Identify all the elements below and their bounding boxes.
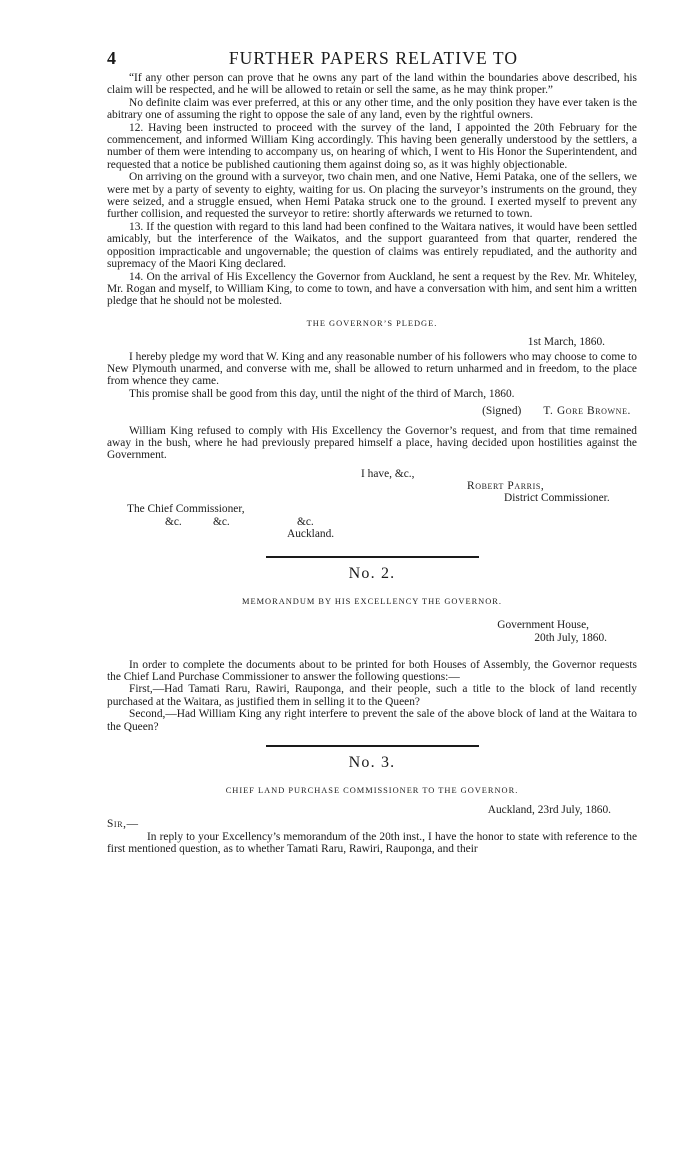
- paragraph-refused: William King refused to comply with His Excellency the Governor’s request, and from that time remained away in the bush, where he had previously prepared himself a place, having decided upon hostilities against the Government.: [107, 424, 637, 462]
- closing-salutation: I have, &c.,: [361, 467, 415, 480]
- doc2-paragraph-intro: In order to complete the documents about to be printed for both Houses of Assembly, the Governor requests the Chief Land Purchase Commissioner to answer the following questions:—: [107, 658, 637, 683]
- doc2-number: No. 2.: [348, 564, 396, 582]
- paragraph-13: 13. If the question with regard to this land had been confined to the Waitara natives, it would have been settled amicably, but the interference of the Waikatos, and the support guaranteed from that quarter, rendered the opposition impracticable and ungovernable; the question of claims was entirely repudiated, and the authority and supremacy of the Maori King declared.: [107, 220, 637, 271]
- pledge-paragraph: I hereby pledge my word that W. King and any reasonable number of his followers who may choose to come to New Plymouth unarmed, and converse with me, shall be allowed to return unharmed and in freedom, to the place from whence they came.: [107, 350, 637, 388]
- running-title: FURTHER PAPERS RELATIVE TO: [228, 48, 519, 68]
- signed-label: (Signed): [482, 405, 522, 418]
- addressee-etc-2: &c.: [213, 515, 230, 528]
- doc2-date: 20th July, 1860.: [534, 631, 607, 644]
- doc3-number: No. 3.: [348, 754, 396, 772]
- paragraph-12: 12. Having been instructed to proceed with the survey of the land, I appointed the 20th February for the commencement, and informed William King accordingly. This having been generally understood by the settlers, a number of them were intending to accompany us, on hearing of which, I went to His Honor the Superintendent, and requested that a notice be published cautioning them against doing so, as it was highly objectionable.: [107, 121, 637, 171]
- author-name: Robert Parris,: [467, 479, 545, 492]
- doc3-salutation: Sir,—: [107, 818, 139, 831]
- section-divider-2: [266, 745, 479, 747]
- addressee-etc-3: &c.: [297, 515, 314, 528]
- document-body: [107, 72, 637, 855]
- doc3-place-date: [107, 804, 637, 816]
- page-number: 4: [107, 48, 116, 68]
- paragraph-14: 14. On the arrival of His Excellency the Governor from Auckland, he sent a request by the Rev. Mr. Whiteley, Mr. Rogan and myself, to William King, to come to town, and have a conversation with him, and sent him a written pledge that he should not be molested.: [107, 270, 637, 308]
- doc3-place-date-text: Auckland, 23rd July, 1860.: [487, 803, 611, 816]
- addressee: The Chief Commissioner,: [127, 502, 245, 515]
- section-divider-1: [266, 556, 479, 558]
- doc3-paragraph: In reply to your Excellency’s memorandum of the 20th inst., I have the honor to state with reference to the first mentioned question, as to whether Tamati Raru, Rawiri, Rauponga, and their: [107, 830, 637, 856]
- paragraph-arriving: On arriving on the ground with a surveyor, two chain men, and one Native, Hemi Pataka, one of the sellers, we were met by a party of seventy to eighty, waiting for us. On placing the surveyor’s instruments on the ground, they were seized, and a struggle ensued, when Hemi Pataka struck one to the ground. I exerted myself to prevent any further collision, and requested the surveyor to retire: shortly afterwards we returned to town.: [107, 171, 637, 221]
- pledge-date-text: 1st March, 1860.: [527, 336, 605, 349]
- doc2-paragraph-second: Second,—Had William King any right interfere to prevent the sale of the above block of land at the Waitara to the Queen?: [107, 708, 637, 733]
- addressee-place: Auckland.: [287, 527, 335, 540]
- pledge-signature: [107, 405, 637, 417]
- doc2-location: Government House,: [497, 618, 589, 631]
- paragraph-no-claim: No definite claim was ever preferred, at this or any other time, and the only position they have ever taken is the abitrary one of assuming the right to oppose the sale of any land, even by the rightful owners.: [107, 96, 637, 122]
- author-title: District Commissioner.: [504, 491, 610, 504]
- doc3-heading: CHIEF LAND PURCHASE COMMISSIONER TO THE GOVERNOR.: [225, 786, 519, 796]
- doc2-heading: MEMORANDUM BY HIS EXCELLENCY THE GOVERNOR.: [242, 597, 502, 607]
- letter-closing: [107, 468, 637, 546]
- pledge-date: [107, 336, 637, 348]
- addressee-etc-1: &c.: [165, 515, 182, 528]
- pledge-promise: This promise shall be good from this day, until the night of the third of March, 1860.: [129, 387, 515, 400]
- pledge-heading: THE GOVERNOR’S PLEDGE.: [306, 318, 438, 328]
- signatory-name: T. Gore Browne.: [543, 405, 631, 418]
- doc2-paragraph-first: First,—Had Tamati Raru, Rawiri, Rauponga, and their people, such a title to the block of land recently purchased at the Waitara, as justified them in selling it to the Queen?: [107, 683, 637, 708]
- paragraph-quote: “If any other person can prove that he owns any part of the land within the boundaries above described, his claim will be respected, and he will be allowed to retain or sell the same, as he may think proper.”: [107, 72, 637, 97]
- doc2-location-date: [107, 619, 637, 645]
